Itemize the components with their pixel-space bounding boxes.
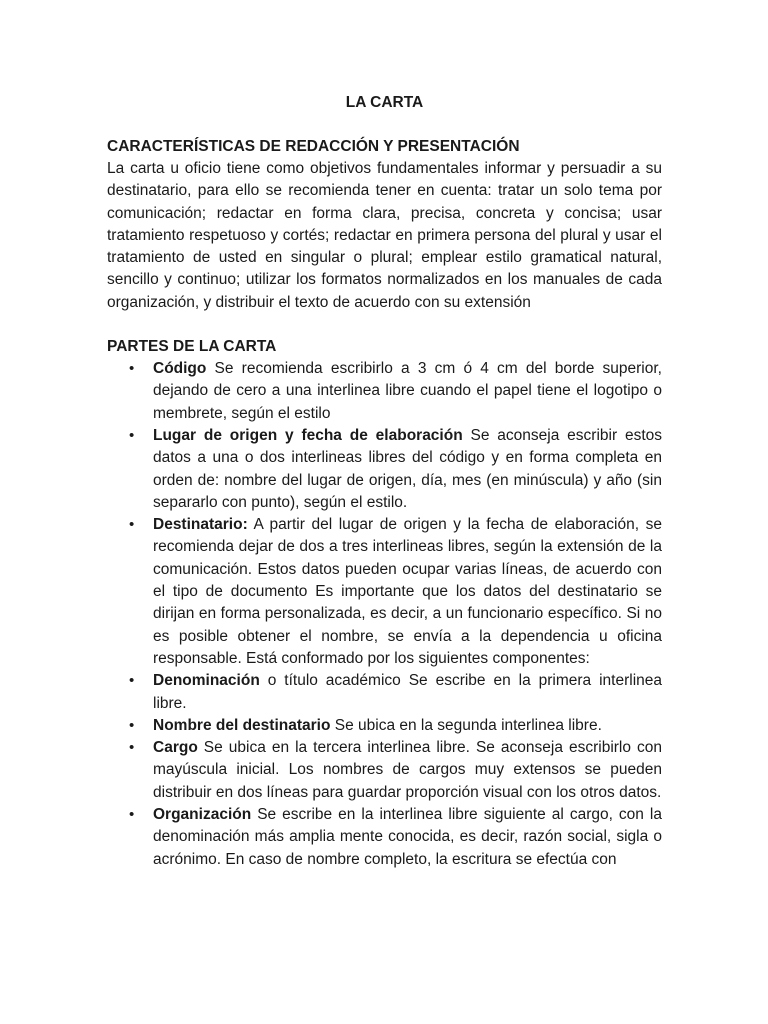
list-item-term: Cargo [153, 739, 198, 757]
list-item-term: Nombre del destinatario [153, 716, 331, 734]
list-item-destinatario [107, 514, 662, 670]
list-item-text: Se recomienda escribirlo a 3 cm ó 4 cm del borde superior, dejando de cero a una interlinea libre cuando el papel tiene el logotipo o membrete, según el estilo [153, 360, 662, 422]
list-item-text: Se ubica en la segunda interlinea libre. [330, 716, 602, 734]
list-item-term: Lugar de origen y fecha de elaboración [153, 426, 463, 444]
list-item-text: o título académico Se escribe en la primera interlinea libre. [153, 672, 662, 712]
list-item-term: Denominación [153, 672, 260, 690]
list-item-text: Se aconseja escribir estos datos a una o dos interlineas libres del código y en forma completa en orden de: nombre del lugar de origen, día, mes (en minúscula) y año (sin separarlo con punto), según el estilo. [153, 426, 663, 511]
bullet-icon: • [129, 426, 135, 444]
list-item-organizacion [107, 804, 662, 871]
list-item-term: Organización [153, 806, 252, 824]
section-heading-caracteristicas: CARACTERÍSTICAS DE REDACCIÓN Y PRESENTACIÓN [107, 138, 520, 155]
section-paragraph-caracteristicas: La carta u oficio tiene como objetivos fundamentales informar y persuadir a su destinatario, para ello se recomienda tener en cuenta: tratar un solo tema por comunicación; redactar en forma clara, precisa, concreta y concisa; usar tratamiento respetuoso y cortés; redactar en primera persona del plural y usar el tratamiento de usted en singular o plural; emplear estilo gramatical natural, sencillo y continuo; utilizar los formatos normalizados en los manuales de cada organización, y distribuir el texto de acuerdo con su extensión [107, 160, 662, 311]
bullet-icon: • [129, 672, 135, 690]
list-item-text: Se escribe en la interlinea libre siguiente al cargo, con la denominación más amplia mente conocida, es decir, razón social, sigla o acrónimo. En caso de nombre completo, la escritura se efectúa con [153, 806, 662, 868]
list-item-cargo [107, 737, 662, 804]
list-item-denominacion [107, 670, 662, 715]
bullet-icon: • [129, 360, 135, 378]
list-item-text: A partir del lugar de origen y la fecha de elaboración, se recomienda dejar de dos a tres interlineas libres, según la extensión de la comunicación. Estos datos pueden ocupar varias líneas, de acuerdo con el tipo de documento Es importante que los datos del destinatario se dirijan en forma personalizada, es decir, a un funcionario específico. Si no es posible obtener el nombre, se envía a la dependencia u oficina responsable. Está conformado por los siguientes componentes: [153, 516, 662, 667]
document-title: LA CARTA [345, 94, 424, 111]
list-item-term: Código [153, 360, 207, 378]
section-heading-partes: PARTES DE LA CARTA [107, 338, 277, 356]
list-item-lugar-fecha [107, 425, 662, 514]
bullet-icon: • [129, 516, 135, 534]
list-item-term: Destinatario: [153, 516, 248, 534]
bullet-icon: • [129, 806, 135, 824]
parts-list [107, 358, 662, 871]
bullet-icon: • [129, 739, 135, 757]
bullet-icon: • [129, 716, 135, 734]
list-item-text: Se ubica en la tercera interlinea libre. Se aconseja escribirlo con mayúscula inicial. Los nombres de cargos muy extensos se pueden distribuir en dos líneas para guardar proporción visual con los otros datos. [153, 739, 662, 801]
list-item-nombre-destinatario [107, 715, 662, 737]
list-item-codigo [107, 358, 662, 425]
